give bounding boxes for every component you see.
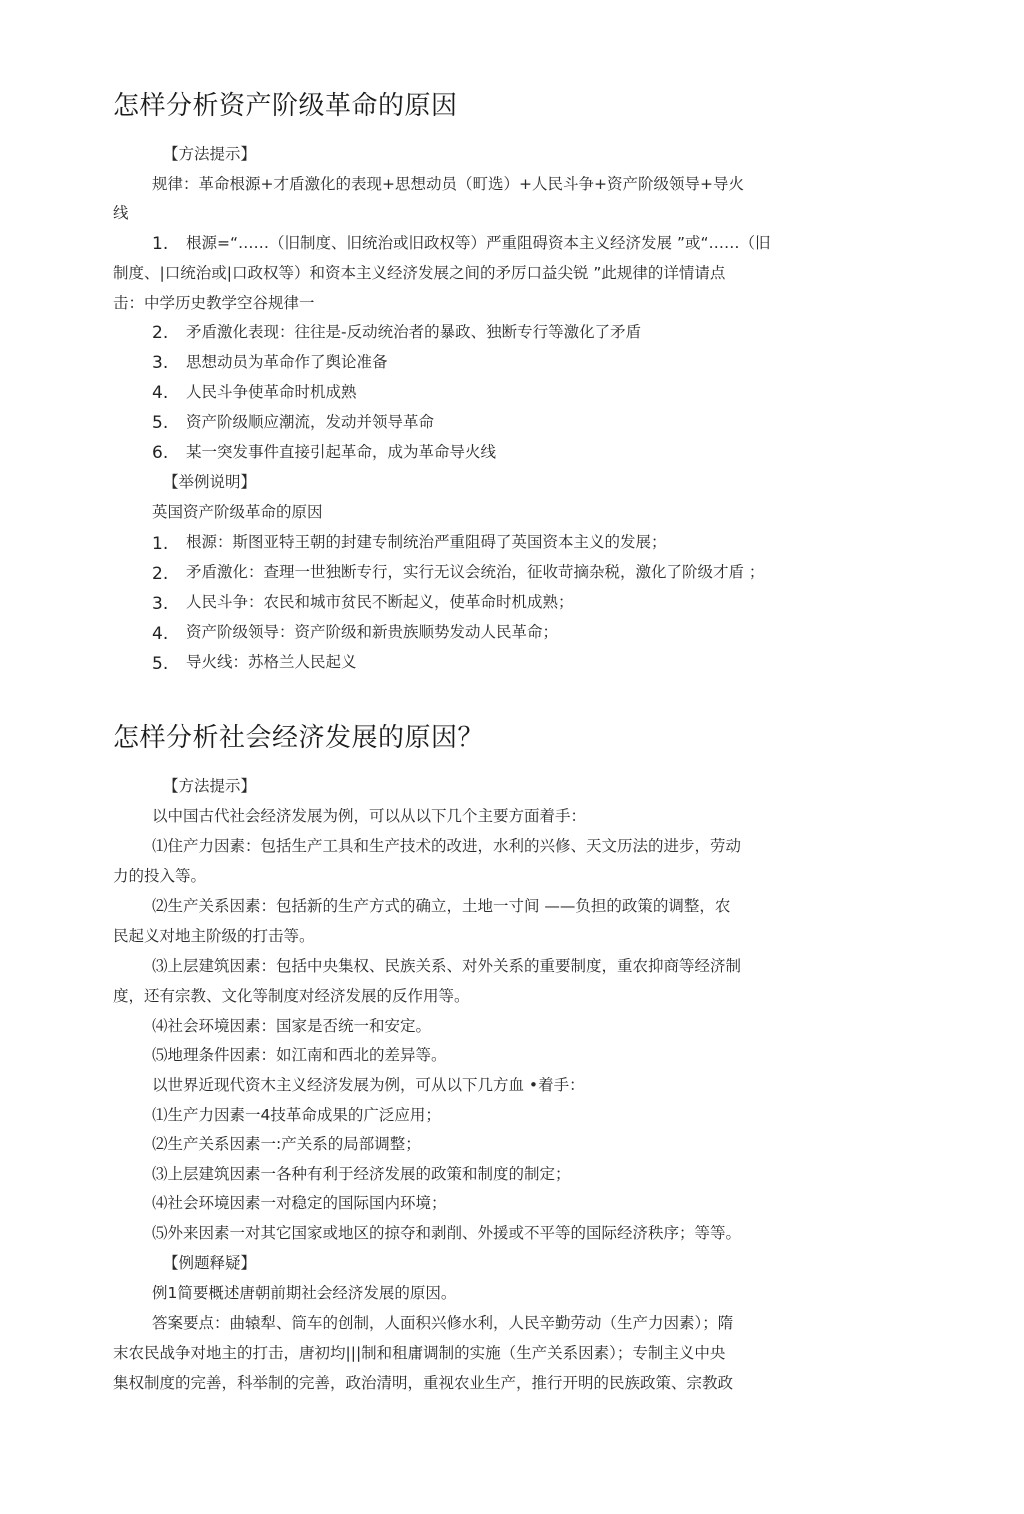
list-item-number: 5. bbox=[152, 654, 169, 674]
list-item-text: 导火线：苏格兰人民起义 bbox=[186, 653, 357, 671]
section1-example-title: 英国资产阶级革命的原因 bbox=[152, 503, 323, 521]
paragraph-line: ⑸外来因素一对其它国家或地区的掠夺和剥削、外援或不平等的国际经济秩序；等等。 bbox=[152, 1224, 742, 1242]
paragraph-line: 度，还有宗教、文化等制度对经济发展的反作用等。 bbox=[113, 987, 470, 1005]
list-item-number: 4. bbox=[152, 624, 169, 644]
list-item-number: 4. bbox=[152, 383, 169, 403]
answer-line: 集权制度的完善，科举制的完善，政治清明，重视农业生产，推行开明的民族政策、宗教政 bbox=[113, 1374, 734, 1392]
paragraph-line: ⑸地理条件因素：如江南和西北的差异等。 bbox=[152, 1046, 447, 1064]
list-item-number: 2. bbox=[152, 323, 169, 343]
paragraph-line: ⑴住产力因素：包括生产工具和生产技术的改进，水利的兴修、天文历法的进步，劳动 bbox=[152, 837, 742, 855]
list-item-number: 1. bbox=[152, 534, 169, 554]
paragraph-line: ⑶上层建筑因素一各种有利于经济发展的政策和制度的制定； bbox=[152, 1165, 571, 1183]
paragraph-line: ⑷社会环境因素：国家是否统一和安定。 bbox=[152, 1017, 432, 1035]
paragraph-line: ⑵生产关系因素：包括新的生产方式的确立，土地一寸间 ——负担的政策的调整，农 bbox=[152, 897, 731, 915]
list-item-text: 某一突发事件直接引起革命，成为革命导火线 bbox=[186, 443, 497, 461]
answer-line: 末农民战争对地主的打击，唐初均|||制和租庸调制的实施（生产关系因素）；专制主义中央 bbox=[113, 1344, 726, 1362]
list-item-text: 资产阶级领导：资产阶级和新贵族顺势发动人民革命； bbox=[186, 623, 559, 641]
section1-example-header: 【举例说明】 bbox=[163, 473, 257, 491]
answer-line: 答案要点：曲辕犁、筒车的创制，人面积兴修水利，人民辛勤劳动（生产力因素）；隋 bbox=[152, 1314, 734, 1332]
list-item-text: 人民斗争使革命时机成熟 bbox=[186, 383, 357, 401]
paragraph-line: ⑵生产关系因素一:产关系的局部调整； bbox=[152, 1135, 421, 1153]
list-item-number: 3. bbox=[152, 594, 169, 614]
list-item-text: 人民斗争：农民和城市贫民不断起义，使革命时机成熟； bbox=[186, 593, 574, 611]
list-item-text: 矛盾激化：查理一世独断专行，实行无议会统治，征收苛摘杂税，激化了阶级才盾 ； bbox=[186, 563, 765, 581]
section1-rule-line1: 规律：革命根源+才盾激化的表现+思想动员（町选）+人民斗争+资产阶级领导+导火 bbox=[152, 175, 744, 193]
list-item-number: 6. bbox=[152, 443, 169, 463]
list-item-text: 根源=“……（旧制度、旧统治或旧政权等）严重阻碍资本主义经济发展 ”或“……（旧 bbox=[186, 234, 771, 252]
list-item-text: 击：中学历史教学空谷规律一 bbox=[113, 294, 315, 312]
section2-title: 怎样分析社会经济发展的原因？ bbox=[113, 723, 485, 753]
list-item-text: 资产阶级顺应潮流，发动并领导革命 bbox=[186, 413, 435, 431]
list-item-text: 思想动员为革命作了舆论准备 bbox=[186, 353, 388, 371]
section2-example-header: 【例题释疑】 bbox=[163, 1254, 257, 1272]
list-item-text: 矛盾激化表现：往往是-反动统治者的暴政、独断专行等激化了矛盾 bbox=[186, 323, 642, 341]
list-item-number: 1. bbox=[152, 234, 169, 254]
paragraph-line: 以世界近现代资木主义经济发展为例，可从以下几方血 •着手： bbox=[152, 1076, 585, 1094]
list-item-number: 3. bbox=[152, 353, 169, 373]
paragraph-line: ⑶上层建筑因素：包括中央集权、民族关系、对外关系的重要制度，重农抑商等经济制 bbox=[152, 957, 742, 975]
paragraph-line: 以中国古代社会经济发展为例，可以从以下几个主要方面着手： bbox=[152, 807, 587, 825]
section1-method-header: 【方法提示】 bbox=[163, 145, 257, 163]
paragraph-line: ⑴生产力因素一4技革命成果的广泛应用； bbox=[152, 1106, 441, 1124]
section1-title: 怎样分析资产阶级革命的原因 bbox=[113, 91, 458, 121]
list-item-text: 根源：斯图亚特王朝的封建专制统治严重阻碍了英国资本主义的发展； bbox=[186, 533, 667, 551]
list-item-text: 制度、|口统治或|口政权等）和资本主义经济发展之间的矛厉口益尖锐 ”此规律的详情请点 bbox=[113, 264, 726, 282]
list-item-number: 2. bbox=[152, 564, 169, 584]
list-item-number: 5. bbox=[152, 413, 169, 433]
question-text: 例1简要概述唐朝前期社会经济发展的原因。 bbox=[152, 1284, 457, 1302]
section1-rule-line2: 线 bbox=[113, 204, 129, 222]
paragraph-line: 力的投入等。 bbox=[113, 867, 207, 885]
section2-method-header: 【方法提示】 bbox=[163, 777, 257, 795]
paragraph-line: 民起义对地主阶级的打击等。 bbox=[113, 927, 315, 945]
paragraph-line: ⑷社会环境因素一对稳定的国际国内环境； bbox=[152, 1194, 447, 1212]
